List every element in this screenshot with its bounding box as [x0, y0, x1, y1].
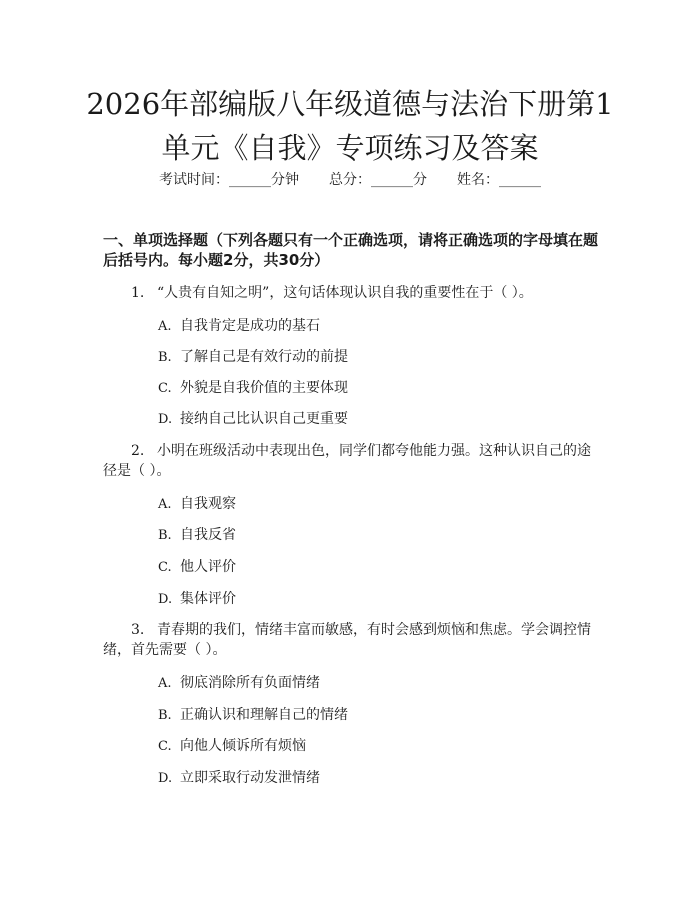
option-text: 彻底消除所有负面情绪	[180, 675, 320, 691]
option-text: 自我肯定是成功的基石	[180, 318, 320, 334]
question-3-option-b	[158, 705, 348, 726]
option-letter: D.	[158, 592, 173, 607]
option-text: 集体评价	[180, 591, 236, 607]
question-2-option-b	[158, 525, 236, 546]
option-text: 他人评价	[180, 559, 236, 575]
question-1-option-b	[158, 347, 348, 368]
option-letter: C.	[158, 739, 172, 754]
option-text: 自我反省	[180, 527, 236, 543]
question-3-option-d	[158, 768, 320, 789]
option-text: 向他人倾诉所有烦恼	[180, 738, 306, 754]
question-1	[103, 283, 600, 303]
total-score-label: 总分：______分	[329, 172, 427, 188]
document-title: 2026年部编版八年级道德与法治下册第1单元《自我》专项练习及答案	[86, 87, 614, 165]
section-heading: 一、单项选择题（下列各题只有一个正确选项，请将正确选项的字母填在题后括号内。每小题2分，共30分）	[103, 231, 599, 269]
exam-time-label: 考试时间：______分钟	[159, 172, 299, 188]
option-text: 外貌是自我价值的主要体现	[180, 380, 348, 396]
exam-meta	[0, 170, 700, 190]
option-text: 正确认识和理解自己的情绪	[180, 707, 348, 723]
question-2-option-c	[158, 557, 236, 578]
option-text: 自我观察	[180, 496, 236, 512]
option-text: 了解自己是有效行动的前提	[180, 349, 348, 365]
option-letter: D.	[158, 771, 173, 786]
question-2-option-a	[158, 494, 236, 515]
question-number: 1.	[131, 285, 145, 301]
option-letter: A.	[158, 676, 172, 691]
question-text: 小明在班级活动中表现出色，同学们都夸他能力强。这种认识自己的途径是（ ）。	[103, 443, 591, 479]
option-letter: B.	[158, 708, 172, 723]
question-2	[103, 441, 600, 481]
question-number: 2.	[131, 443, 145, 459]
question-text: “人贵有自知之明”，这句话体现认识自我的重要性在于（ ）。	[157, 285, 533, 301]
option-letter: A.	[158, 319, 172, 334]
option-letter: B.	[158, 528, 172, 543]
option-letter: A.	[158, 497, 172, 512]
question-1-option-a	[158, 316, 320, 337]
option-letter: B.	[158, 350, 172, 365]
option-text: 立即采取行动发泄情绪	[180, 770, 320, 786]
question-text: 青春期的我们，情绪丰富而敏感，有时会感到烦恼和焦虑。学会调控情绪，首先需要（ ）。	[103, 622, 591, 658]
option-letter: C.	[158, 381, 172, 396]
question-3-option-c	[158, 736, 306, 757]
option-letter: D.	[158, 412, 173, 427]
question-1-option-c	[158, 378, 348, 399]
question-2-option-d	[158, 589, 236, 610]
question-3	[103, 620, 600, 660]
question-1-option-d	[158, 409, 348, 430]
question-number: 3.	[131, 622, 145, 638]
option-text: 接纳自己比认识自己更重要	[180, 411, 348, 427]
student-name-label: 姓名：______	[457, 172, 541, 188]
option-letter: C.	[158, 560, 172, 575]
question-3-option-a	[158, 673, 320, 694]
